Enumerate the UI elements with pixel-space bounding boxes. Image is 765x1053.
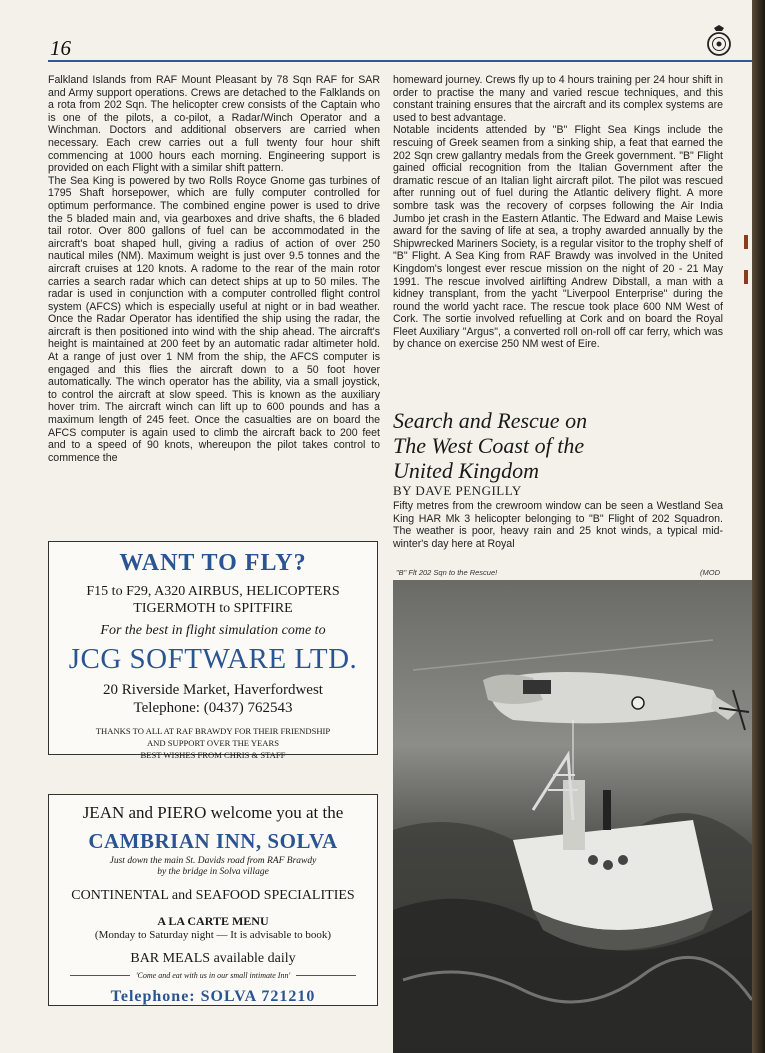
advert-specialities: CONTINENTAL and SEAFOOD SPECIALITIES [71,888,355,903]
advert-alacarte: A LA CARTE MENU [157,914,269,928]
header-rule [48,60,752,62]
binding-mark [744,270,748,284]
advert-inn-name: CAMBRIAN INN, SOLVA [88,829,338,853]
advert-company-name: JCG SOFTWARE LTD. [68,643,358,675]
advert-bar-meals: BAR MEALS available daily [130,951,296,966]
article-column-left [48,74,380,464]
article-column-right [393,74,723,351]
advert-thanks: AND SUPPORT OVER THE YEARS [146,738,280,748]
advert-directions: Just down the main St. Davids road from RAF Brawdy [109,856,317,866]
advert-line: TIGERMOTH to SPITFIRE [133,601,293,616]
paragraph: Fifty metres from the crewroom window can be seen a Westland Sea King HAR Mk 3 helicopter belonging to "B" Flight of 202 Squadron. The weather is poor, heavy rain and 25 knot winds, a typical mid-winter's day here at Royal [393,500,723,550]
advert-motto-row [49,971,377,980]
jcg-software-advert [48,541,378,760]
article-intro [393,500,723,550]
divider [296,975,356,976]
page-edge-shadow [752,0,765,1053]
advert-directions: by the bridge in Solva village [157,867,269,877]
photo-credit: (MOD [700,568,720,577]
heading-line: United Kingdom [393,458,540,483]
cambrian-inn-advert [48,794,378,1006]
advert-line: F15 to F29, A320 AIRBUS, HELICOPTERS [86,584,340,599]
helicopter-ship-photo [393,580,752,1053]
paragraph: Falkland Islands from RAF Mount Pleasant by 78 Sqn RAF for SAR and Army support operations. Crews are detached to the Falklands on a rota from 202 Sqn. The helicopter crew consists of the Captain who is one of the pilots, a co-pilot, a Radar/Winch Operator and a Winchman. Doctors and additional observers are carried when necessary. Each crew carries out a full twenty four hour shift commencing at 1000 hours each morning. Engineering support is provided on each Flight with a similar shift pattern. [48,74,380,175]
byline: BY DAVE PENGILLY [393,483,522,498]
binding-mark [744,235,748,249]
advert-hours: (Monday to Saturday night — It is advisable to book) [94,929,332,941]
advert-phone: Telephone: (0437) 762543 [133,700,293,716]
photo-caption: "B" Flt 202 Sqn to the Rescue! [396,568,498,577]
divider [70,975,130,976]
rescue-photo [393,580,752,1053]
advert-welcome: JEAN and PIERO welcome you at the [82,803,344,822]
advert-address: 20 Riverside Market, Haverfordwest [103,682,323,698]
paragraph: Notable incidents attended by "B" Flight Sea Kings include the rescuing of Greek seamen from a sinking ship, a feat that earned the 202 Sqn crew gallantry medals from the Greek government. "B" Flight gained official recognition from the Italian Government after the dramatic rescue of an Italian light aircraft pilot. The pilot was rescued after running out of fuel during the Atlantic delivery flight. A more sombre task was the recovery of corpses following the Air India Jumbo jet crash in the Eastern Atlantic. The Edward and Maise Lewis award for the saving of life at sea, a trophy awarded annually by the Shipwrecked Mariners Society, is a regular visitor to the trophy shelf of "B" Flight. A Sea King from RAF Brawdy was involved in the United Kingdom's longest ever rescue mission on the night of 20 - 21 May 1991. The rescue involved airlifting Andrew Dibstall, a man with a kidney transplant, from the yacht "Liverpool Enterprise" during the round the world yacht race. The rescue took place 600 NM West of Cork. The sortie involved refuelling at Cork and on board the Royal Fleet Auxiliary "Argus", a converted roll on-roll off car ferry, which was by chance on exercise 250 NM west of Eire. [393,124,723,351]
paragraph: homeward journey. Crews fly up to 4 hours training per 24 hour shift in order to practise the many and varied rescue techniques, and this constant training ensures that the aircraft and its complex systems are used to best advantage. [393,74,723,124]
heading-line: Search and Rescue on [393,408,588,433]
article-heading [393,408,693,483]
advert-thanks: BEST WISHES FROM CHRIS & STAFF [140,750,286,760]
page-number: 16 [50,36,71,60]
raf-crest-icon [705,25,733,57]
advert-headline: WANT TO FLY? [119,550,307,576]
advert-motto: 'Come and eat with us in our small intimate Inn' [135,971,291,980]
advert-telephone: Telephone: SOLVA 721210 [110,988,316,1005]
advert-thanks: THANKS TO ALL AT RAF BRAWDY FOR THEIR FRIENDSHIP [95,726,331,736]
paragraph: The Sea King is powered by two Rolls Royce Gnome gas turbines of 1795 Shaft horsepower, which are fully computer controlled for optimum performance. The combined engine power is used to drive the 5 bladed main and, via gearboxes and drive shafts, the 6 bladed tail rotor. Over 800 gallons of fuel can be accommodated in the aircraft's boat shaped hull, giving a radius of action of over 250 nautical miles (NM). Maximum weight is just over 9.5 tonnes and the aircraft cruises at 120 knots. A radome to the rear of the main rotor carries a search radar which can detect ships at up to 50 miles. The radar is used in conjunction with a computer controlled flight control system (AFCS) which is especially useful at night or in bad weather. Once the Radar Operator has identified the ship using the radar, the aircraft is then positioned into wind with the ship ahead. The aircraft's height is maintained at 200 feet by an automatic radar altimeter hold. At a range of just over 1 NM from the ship, the AFCS computer is engaged and this flies the aircraft down to a 50 foot hover automatically. The winch operator has the ability, via a small joystick, to control the aircraft at slow speed. This is known as the auxiliary hover trim. The aircraft winch can lift up to 600 pounds and has a maximum length of 245 feet. Once the casualties are on board the AFCS computer is again used to climb the aircraft back to 200 feet and to a speed of 90 knots, whereupon the pilot takes control to commence the [48,174,380,464]
advert-tagline: For the best in flight simulation come to [100,623,326,638]
heading-line: The West Coast of the [393,433,585,458]
